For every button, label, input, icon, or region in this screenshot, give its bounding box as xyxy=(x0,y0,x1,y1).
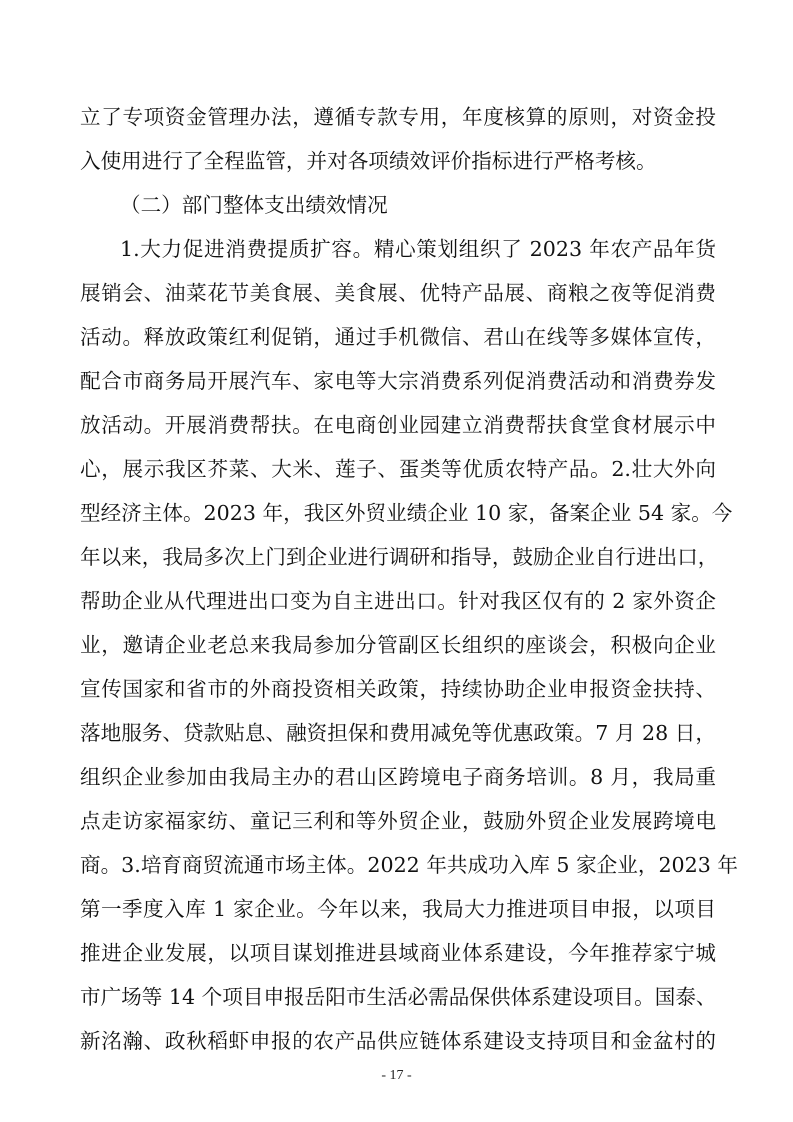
text-line: 商。3.培育商贸流通市场主体。2022 年共成功入库 5 家企业，2023 年 xyxy=(80,853,739,877)
text-line: 帮助企业从代理进出口变为自主进出口。针对我区仅有的 2 家外资企 xyxy=(80,589,716,613)
text-line: 新洺瀚、政秋稻虾申报的农产品供应链体系建设支持项目和金盆村的 xyxy=(80,1029,716,1053)
text-line: 推进企业发展，以项目谋划推进县域商业体系建设，今年推荐家宁城 xyxy=(80,941,716,965)
text-line: 配合市商务局开展汽车、家电等大宗消费系列促消费活动和消费券发 xyxy=(80,369,716,393)
text-line: 立了专项资金管理办法，遵循专款专用，年度核算的原则，对资金投 xyxy=(80,105,716,129)
text-line: 组织企业参加由我局主办的君山区跨境电子商务培训。8 月，我局重 xyxy=(80,765,716,789)
text-line: 年以来，我局多次上门到企业进行调研和指导，鼓励企业自行进出口， xyxy=(80,545,719,569)
text-line: 1.大力促进消费提质扩容。精心策划组织了 2023 年农产品年货 xyxy=(120,237,716,261)
text-line: 活动。释放政策红利促销，通过手机微信、君山在线等多媒体宣传， xyxy=(80,325,716,349)
text-line: 宣传国家和省市的外商投资相关政策，持续协助企业申报资金扶持、 xyxy=(80,677,716,701)
section-heading: （二）部门整体支出绩效情况 xyxy=(120,193,388,217)
text-line: 心，展示我区芥菜、大米、莲子、蛋类等优质农特产品。2.壮大外向 xyxy=(80,457,716,481)
text-line: 展销会、油菜花节美食展、美食展、优特产品展、商粮之夜等促消费 xyxy=(80,281,716,305)
text-line: 入使用进行了全程监管，并对各项绩效评价指标进行严格考核。 xyxy=(80,149,657,173)
text-line: 市广场等 14 个项目申报岳阳市生活必需品保供体系建设项目。国泰、 xyxy=(80,985,717,1009)
page-number: - 17 - xyxy=(381,1068,412,1083)
text-line: 业，邀请企业老总来我局参加分管副区长组织的座谈会，积极向企业 xyxy=(80,633,716,657)
text-line: 点走访家福家纺、童记三利和等外贸企业，鼓励外贸企业发展跨境电 xyxy=(80,809,716,833)
text-line: 第一季度入库 1 家企业。今年以来，我局大力推进项目申报，以项目 xyxy=(80,897,716,921)
text-line: 放活动。开展消费帮扶。在电商创业园建立消费帮扶食堂食材展示中 xyxy=(80,413,716,437)
text-line: 落地服务、贷款贴息、融资担保和费用减免等优惠政策。7 月 28 日， xyxy=(80,721,716,745)
text-line: 型经济主体。2023 年，我区外贸业绩企业 10 家，备案企业 54 家。今 xyxy=(80,501,733,525)
